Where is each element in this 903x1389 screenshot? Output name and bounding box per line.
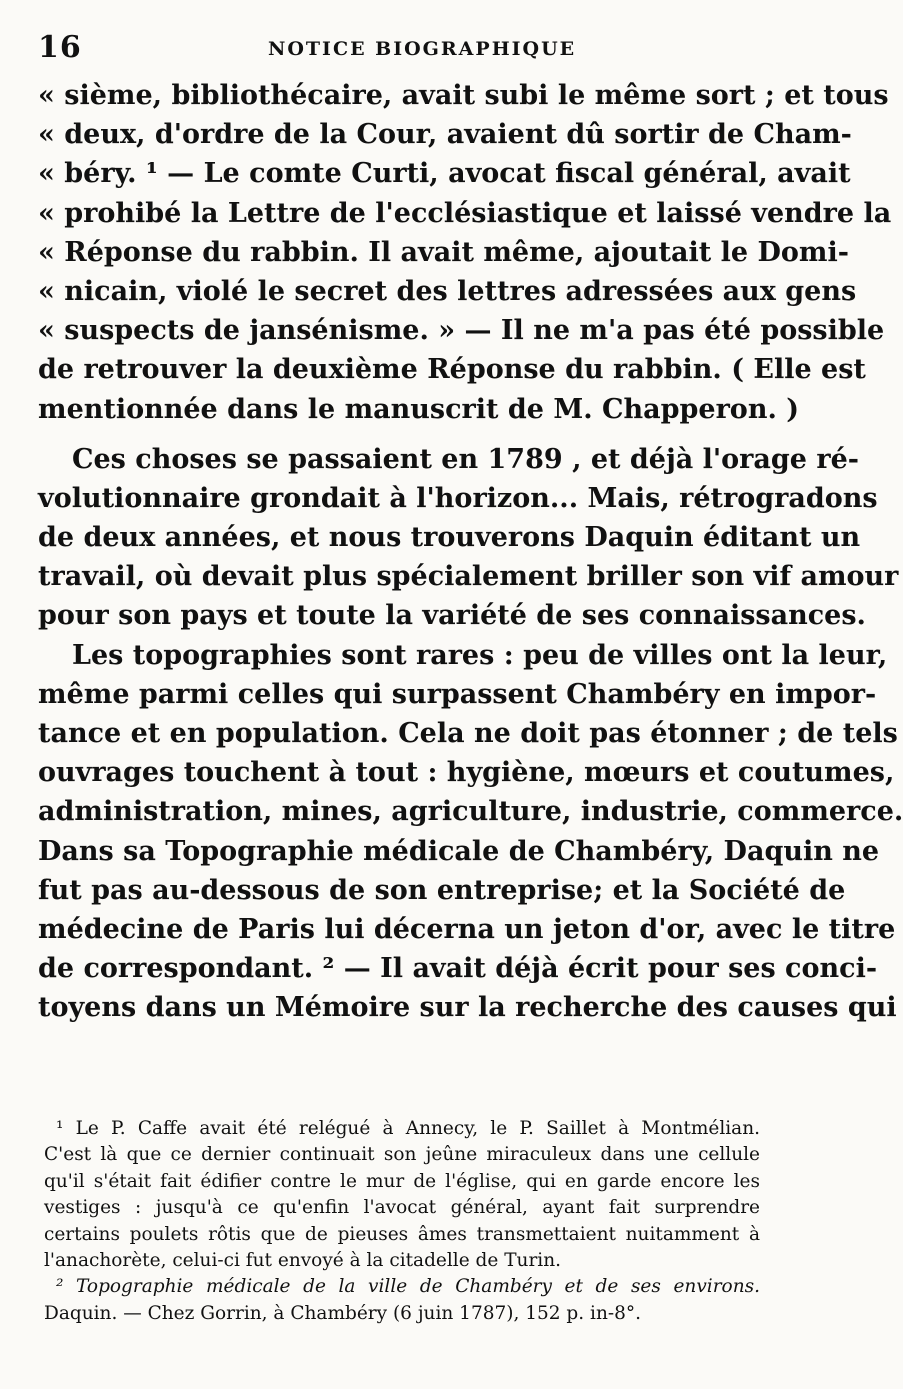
footnotes (44, 1116, 760, 1327)
text-line: Ces choses se passaient en 1789 , et déjà l'orage ré- (72, 443, 859, 475)
text-line: médecine de Paris lui décerna un jeton d'or, avec le titre (38, 913, 896, 945)
footnote-line: vestiges : jusqu'à ce qu'enfin l'avocat général, ayant fait surprendre (44, 1197, 760, 1219)
text-line: administration, mines, agriculture, industrie, commerce. (38, 796, 903, 828)
text-line: Dans sa Topographie médicale de Chambéry, Daquin ne (38, 835, 880, 867)
text-line: toyens dans un Mémoire sur la recherche des causes qui (38, 992, 897, 1024)
text-line: fut pas au-dessous de son entreprise; et la Société de (38, 874, 846, 906)
page-header (38, 30, 762, 70)
text-line: travail, où devait plus spécialement briller son vif amour (38, 561, 899, 593)
page-number: 16 (38, 30, 82, 65)
text-line: « prohibé la Lettre de l'ecclésiastique et laissé vendre la (38, 197, 892, 229)
text-line: de correspondant. ² — Il avait déjà écrit pour ses conci- (38, 953, 878, 985)
running-title: NOTICE BIOGRAPHIQUE (268, 38, 577, 60)
text-line: pour son pays et toute la variété de ses connaissances. (38, 600, 866, 632)
footnote-line: C'est là que ce dernier continuait son jeûne miraculeux dans une cellule (44, 1144, 760, 1166)
footnote-line: ¹ Le P. Caffe avait été relégué à Annecy, le P. Saillet à Montmélian. (56, 1118, 760, 1139)
footnote-line: certains poulets rôtis que de pieuses âmes transmettaient nuitamment à (44, 1223, 760, 1245)
paragraph (38, 440, 899, 636)
text-line: tance et en population. Cela ne doit pas étonner ; de tels (38, 718, 898, 749)
body-text (38, 76, 903, 1028)
footnote-line: Daquin. — Chez Gorrin, à Chambéry (6 juin 1787), 152 p. in-8°. (44, 1302, 642, 1324)
text-line: de retrouver la deuxième Réponse du rabbin. ( Elle est (38, 354, 866, 386)
footnote-1 (44, 1116, 760, 1274)
text-line: mentionnée dans le manuscrit de M. Chapperon. ) (38, 393, 800, 425)
footnote-line: l'anachorète, celui-ci fut envoyé à la citadelle de Turin. (44, 1249, 562, 1271)
text-line: « sième, bibliothécaire, avait subi le même sort ; et tous (38, 80, 889, 111)
text-line: « deux, d'ordre de la Cour, avaient dû sortir de Cham- (38, 119, 852, 151)
paragraph-gap (38, 429, 762, 440)
footnote-2 (44, 1274, 760, 1327)
text-line: « béry. ¹ — Le comte Curti, avocat fiscal général, avait (38, 158, 851, 190)
paragraph (38, 76, 892, 429)
text-line: de deux années, et nous trouverons Daquin éditant un (38, 522, 861, 554)
footnote-line: qu'il s'était fait édifier contre le mur de l'église, qui en garde encore les (44, 1170, 760, 1192)
text-line: même parmi celles qui surpassent Chambéry en impor- (38, 678, 877, 710)
text-line: « suspects de jansénisme. » — Il ne m'a pas été possible (38, 315, 885, 347)
text-line: « Réponse du rabbin. Il avait même, ajoutait le Domi- (38, 236, 849, 268)
paragraph (38, 636, 903, 1028)
footnote-line: ² Topographie médicale de la ville de Chambéry et de ses environs. (56, 1276, 760, 1298)
text-line: « nicain, violé le secret des lettres adressées aux gens (38, 275, 857, 307)
text-line: Les topographies sont rares : peu de villes ont la leur, (72, 639, 888, 671)
text-line: ouvrages touchent à tout : hygiène, mœurs et coutumes, (38, 757, 895, 789)
text-line: volutionnaire grondait à l'horizon... Mais, rétrogradons (38, 482, 878, 514)
